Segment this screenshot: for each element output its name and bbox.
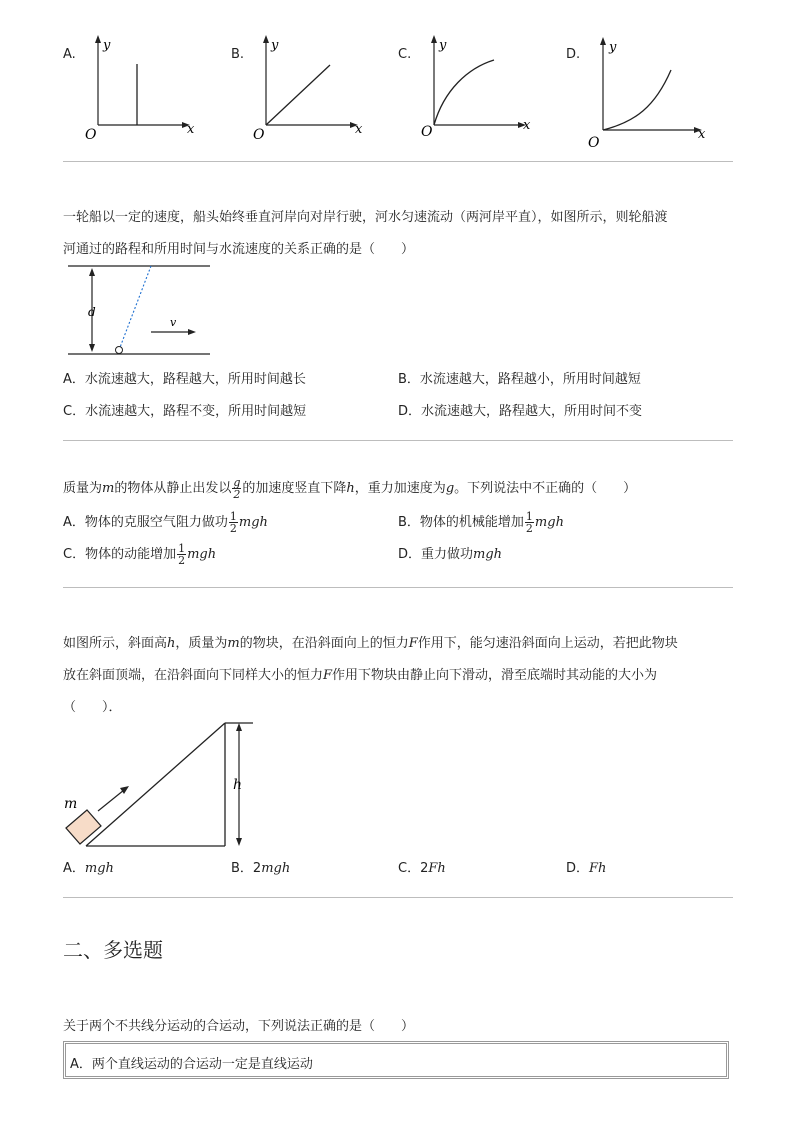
q4-option-a[interactable] bbox=[63, 857, 114, 876]
q4-stem-line2 bbox=[63, 664, 657, 683]
q3-frac-num: g bbox=[233, 476, 241, 489]
q1-graph-a-y: y bbox=[103, 38, 111, 53]
q2-v-label: v bbox=[170, 316, 177, 329]
q3-stem-fraction bbox=[232, 477, 241, 500]
q1-graph-d bbox=[585, 32, 715, 152]
q5-stem: 关于两个不共线分运动的合运动，下列说法正确的是（ ） bbox=[63, 1019, 415, 1034]
q3-option-a-mgh: mgh bbox=[238, 515, 268, 530]
q3-option-a-text: A．物体的克服空气阻力做功 bbox=[63, 515, 228, 530]
q4-stem-text: 如图所示，斜面高 bbox=[63, 636, 168, 651]
q4-stem-text: 作用下物块由静止向下滑动，滑至底端时其动能的大小为 bbox=[332, 668, 658, 683]
q1-graph-d-y: y bbox=[609, 40, 617, 55]
divider bbox=[63, 897, 733, 898]
q2-boat-path bbox=[119, 266, 151, 350]
q4-stem-h: h bbox=[167, 636, 176, 651]
q3-option-b[interactable] bbox=[398, 509, 564, 537]
q3-option-d[interactable] bbox=[398, 545, 502, 565]
q4-block bbox=[66, 810, 101, 844]
q1-graph-a-origin: O bbox=[85, 127, 97, 143]
q4-option-a-value: mgh bbox=[84, 861, 114, 876]
q1-graph-c-curve bbox=[434, 60, 494, 125]
q1-graph-b-curve bbox=[266, 65, 330, 125]
q2-boat bbox=[116, 347, 123, 354]
q4-stem-m: m bbox=[227, 636, 240, 651]
q4-option-c-number: 2 bbox=[420, 861, 429, 876]
q2-option-c[interactable]: C．水流速越大，路程不变，所用时间越短 bbox=[63, 404, 307, 419]
q3-option-c-text: C．物体的动能增加 bbox=[63, 547, 177, 562]
q3-stem bbox=[63, 475, 636, 503]
frac-num: 1 bbox=[525, 510, 533, 523]
q3-stem-text: 质量为 bbox=[63, 481, 103, 496]
q4-option-b-number: 2 bbox=[252, 861, 262, 876]
q4-stem-F: F bbox=[323, 668, 333, 683]
q1-graph-c-y: y bbox=[439, 38, 447, 53]
q1-graph-a-x: x bbox=[187, 122, 195, 137]
q4-incline-figure bbox=[60, 715, 260, 855]
q3-option-a-fraction bbox=[229, 511, 238, 534]
q3-stem-h: h bbox=[346, 481, 355, 496]
q4-option-b-value: mgh bbox=[261, 861, 291, 876]
q1-graph-a bbox=[80, 32, 200, 147]
q3-option-c-fraction bbox=[177, 543, 186, 566]
q2-d-label: d bbox=[88, 305, 96, 319]
divider bbox=[63, 587, 733, 588]
q4-option-a-label: A． bbox=[63, 861, 85, 876]
q4-m-label: m bbox=[64, 796, 78, 812]
q4-option-d[interactable] bbox=[566, 857, 606, 876]
q4-option-c-value: Fh bbox=[428, 861, 446, 876]
q1-graph-c bbox=[416, 32, 536, 147]
divider bbox=[63, 161, 733, 162]
q4-stem-text: 的物块，在沿斜面向上的恒力 bbox=[239, 636, 409, 651]
q3-frac-den: 2 bbox=[233, 488, 241, 501]
q2-option-d[interactable]: D．水流速越大，路程越大，所用时间不变 bbox=[398, 404, 643, 419]
q4-option-b[interactable] bbox=[231, 857, 290, 876]
q1-graph-b-x: x bbox=[355, 122, 363, 137]
section-title: 二、多选题 bbox=[63, 938, 163, 962]
q3-option-a[interactable] bbox=[63, 509, 268, 537]
q4-stem-F: F bbox=[408, 636, 418, 651]
frac-num: 1 bbox=[229, 510, 237, 523]
q2-stem-line1: 一轮船以一定的速度，船头始终垂直河岸向对岸行驶，河水匀速流动（两河岸平直），如图所示，则轮船渡 bbox=[63, 210, 668, 225]
q2-stem-line2: 河通过的路程和所用时间与水流速度的关系正确的是（ ） bbox=[63, 242, 415, 257]
q4-stem-text: ，质量为 bbox=[175, 636, 228, 651]
q4-h-label: h bbox=[233, 777, 243, 793]
q1-graph-b-origin: O bbox=[253, 127, 265, 143]
q1-graph-d-curve bbox=[603, 70, 671, 130]
q2-option-a[interactable]: A．水流速越大，路程越大，所用时间越长 bbox=[63, 372, 306, 387]
q4-stem-text: 放在斜面顶端，在沿斜面向下同样大小的恒力 bbox=[63, 668, 324, 683]
q3-stem-text: 的加速度竖直下降 bbox=[242, 481, 347, 496]
frac-num: 1 bbox=[178, 542, 186, 555]
q4-option-d-value: Fh bbox=[589, 861, 607, 876]
q1-option-d-label: D. bbox=[566, 47, 581, 62]
q3-stem-text: 的物体从静止出发以 bbox=[114, 481, 232, 496]
q1-option-a-label: A. bbox=[63, 47, 76, 62]
q1-graph-b bbox=[248, 32, 368, 147]
q3-option-d-mgh: mgh bbox=[473, 547, 503, 562]
q1-graph-c-x: x bbox=[523, 118, 531, 133]
frac-den: 2 bbox=[178, 554, 186, 567]
q4-option-c[interactable] bbox=[398, 857, 446, 876]
q1-graph-d-origin: O bbox=[588, 135, 600, 151]
q2-river-figure bbox=[63, 260, 223, 360]
q3-option-b-fraction bbox=[525, 511, 534, 534]
divider bbox=[63, 440, 733, 441]
q4-stem-text: 作用下，能匀速沿斜面向上运动，若把此物块 bbox=[417, 636, 678, 651]
frac-den: 2 bbox=[229, 522, 237, 535]
q3-option-c[interactable] bbox=[63, 541, 216, 569]
q1-graph-d-x: x bbox=[698, 127, 706, 142]
q3-option-d-text: D．重力做功 bbox=[398, 547, 474, 562]
q4-stem-line3: （ ）． bbox=[63, 700, 122, 715]
q1-graph-c-origin: O bbox=[421, 124, 433, 140]
q3-stem-g: g bbox=[445, 481, 455, 496]
q2-option-b[interactable]: B．水流速越大，路程越小，所用时间越短 bbox=[398, 372, 641, 387]
q3-option-c-mgh: mgh bbox=[187, 547, 217, 562]
q3-option-b-text: B．物体的机械能增加 bbox=[398, 515, 524, 530]
frac-den: 2 bbox=[525, 522, 533, 535]
q5-option-a: A．两个直线运动的合运动一定是直线运动 bbox=[70, 1057, 313, 1072]
q4-option-d-label: D． bbox=[566, 861, 590, 876]
q3-stem-text: 。下列说法中不正确的（ ） bbox=[454, 481, 637, 496]
q4-force-arrow bbox=[98, 790, 124, 811]
q1-graph-b-y: y bbox=[271, 38, 279, 53]
q1-option-b-label: B. bbox=[231, 47, 245, 62]
q4-option-c-label: C． bbox=[398, 861, 421, 876]
q3-option-b-mgh: mgh bbox=[534, 515, 564, 530]
q4-option-b-label: B． bbox=[231, 861, 253, 876]
q4-stem-line1 bbox=[63, 632, 678, 651]
q3-stem-text: ，重力加速度为 bbox=[354, 481, 446, 496]
q3-stem-m: m bbox=[102, 481, 115, 496]
q5-option-a-box[interactable] bbox=[63, 1041, 729, 1079]
q1-option-c-label: C. bbox=[398, 47, 412, 62]
